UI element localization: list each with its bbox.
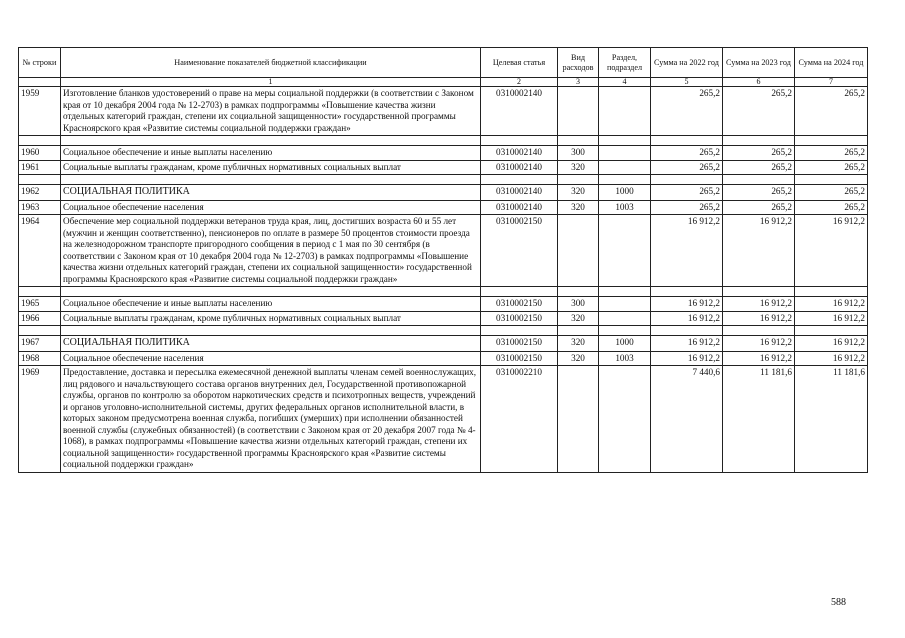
sum-2024-cell: 265,2 (795, 185, 868, 201)
header-sum-2024: Сумма на 2024 год (795, 48, 868, 78)
sum-2024-cell: 265,2 (795, 160, 868, 175)
table-row (19, 215, 868, 287)
sum-2023-cell: 16 912,2 (723, 215, 795, 287)
spacer-cell (599, 326, 651, 336)
target-article-cell: 0310002140 (481, 87, 558, 136)
table-row (19, 336, 868, 352)
column-number: 5 (651, 78, 723, 87)
target-article-cell: 0310002140 (481, 185, 558, 201)
target-article-cell: 0310002150 (481, 336, 558, 352)
spacer-cell (651, 136, 723, 146)
name-cell: Социальное обеспечение и иные выплаты населению (61, 297, 481, 312)
sum-2023-cell: 16 912,2 (723, 311, 795, 326)
name-cell: СОЦИАЛЬНАЯ ПОЛИТИКА (61, 336, 481, 352)
sum-2024-cell: 11 181,6 (795, 366, 868, 473)
name-cell: СОЦИАЛЬНАЯ ПОЛИТИКА (61, 185, 481, 201)
spacer-cell (19, 136, 61, 146)
spacer-cell (651, 287, 723, 297)
expense-type-cell (558, 87, 599, 136)
spacer-row (19, 287, 868, 297)
header-expense-type: Вид расходов (558, 48, 599, 78)
page-number: 588 (831, 597, 846, 608)
header-row-no: № строки (19, 48, 61, 78)
row-number-cell: 1964 (19, 215, 61, 287)
spacer-cell (723, 287, 795, 297)
expense-type-cell (558, 215, 599, 287)
column-number-row (19, 78, 868, 87)
column-number: 4 (599, 78, 651, 87)
spacer-cell (19, 287, 61, 297)
header-target-article: Целевая статья (481, 48, 558, 78)
name-cell: Обеспечение мер социальной поддержки ветеранов труда края, лиц, достигших возраста 60 и 55 лет (мужчин и женщин соответственно), пенсионеров по оплате в размере 50 процентов стоимости проезда на железнодорожном транспорте пригородного сообщения в период с 1 мая по 30 сентября (в соответствии с Законом края от 10 декабря 2004 года № 12-2703) в рамках подпрограммы «Повышение качества жизни отдельных категорий граждан, степени их социальной защищенности» государственной программы Красноярского края «Развитие системы социальной поддержки граждан» (61, 215, 481, 287)
spacer-cell (558, 175, 599, 185)
row-number-cell: 1967 (19, 336, 61, 352)
sum-2022-cell: 16 912,2 (651, 215, 723, 287)
table-row (19, 160, 868, 175)
spacer-cell (558, 287, 599, 297)
row-number-cell: 1963 (19, 200, 61, 215)
spacer-cell (723, 175, 795, 185)
table-row (19, 200, 868, 215)
row-number-cell: 1969 (19, 366, 61, 473)
expense-type-cell (558, 366, 599, 473)
sum-2022-cell: 265,2 (651, 160, 723, 175)
sum-2024-cell: 265,2 (795, 87, 868, 136)
spacer-cell (61, 175, 481, 185)
sum-2022-cell: 16 912,2 (651, 336, 723, 352)
section-cell (599, 297, 651, 312)
section-cell: 1000 (599, 185, 651, 201)
target-article-cell: 0310002150 (481, 215, 558, 287)
spacer-cell (61, 326, 481, 336)
target-article-cell: 0310002210 (481, 366, 558, 473)
section-cell (599, 366, 651, 473)
header-sum-2022: Сумма на 2022 год (651, 48, 723, 78)
header-name: Наименование показателей бюджетной классификации (61, 48, 481, 78)
sum-2022-cell: 265,2 (651, 185, 723, 201)
sum-2023-cell: 265,2 (723, 200, 795, 215)
sum-2023-cell: 265,2 (723, 160, 795, 175)
spacer-row (19, 136, 868, 146)
table-row (19, 351, 868, 366)
section-cell (599, 87, 651, 136)
spacer-cell (19, 175, 61, 185)
sum-2023-cell: 16 912,2 (723, 351, 795, 366)
section-cell: 1000 (599, 336, 651, 352)
section-cell (599, 311, 651, 326)
name-cell: Социальное обеспечение населения (61, 351, 481, 366)
section-cell (599, 160, 651, 175)
sum-2023-cell: 11 181,6 (723, 366, 795, 473)
row-number-cell: 1961 (19, 160, 61, 175)
table-row (19, 366, 868, 473)
table-row (19, 297, 868, 312)
name-cell: Социальные выплаты гражданам, кроме публичных нормативных социальных выплат (61, 160, 481, 175)
header-row (19, 48, 868, 78)
spacer-cell (795, 136, 868, 146)
sum-2023-cell: 265,2 (723, 87, 795, 136)
sum-2022-cell: 16 912,2 (651, 311, 723, 326)
spacer-cell (599, 136, 651, 146)
name-cell: Изготовление бланков удостоверений о праве на меры социальной поддержки (в соответствии с Законом края от 10 декабря 2004 года № 12-2703) в рамках подпрограммы «Повышение качества жизни отдельных категорий граждан, степени их социальной защищенности» государственной программы Красноярского края «Развитие системы социальной поддержки граждан» (61, 87, 481, 136)
spacer-cell (481, 136, 558, 146)
spacer-cell (795, 287, 868, 297)
expense-type-cell: 320 (558, 311, 599, 326)
name-cell: Социальные выплаты гражданам, кроме публичных нормативных социальных выплат (61, 311, 481, 326)
table-row (19, 146, 868, 161)
column-number: 7 (795, 78, 868, 87)
budget-table (18, 47, 868, 473)
target-article-cell: 0310002150 (481, 311, 558, 326)
sum-2024-cell: 16 912,2 (795, 297, 868, 312)
column-number: 2 (481, 78, 558, 87)
table-body (19, 87, 868, 473)
spacer-cell (723, 326, 795, 336)
expense-type-cell: 320 (558, 200, 599, 215)
target-article-cell: 0310002140 (481, 200, 558, 215)
row-number-cell: 1966 (19, 311, 61, 326)
sum-2024-cell: 16 912,2 (795, 351, 868, 366)
sum-2022-cell: 7 440,6 (651, 366, 723, 473)
expense-type-cell: 300 (558, 297, 599, 312)
header-section: Раздел, подраздел (599, 48, 651, 78)
expense-type-cell: 300 (558, 146, 599, 161)
sum-2023-cell: 16 912,2 (723, 297, 795, 312)
column-number: 1 (61, 78, 481, 87)
header-sum-2023: Сумма на 2023 год (723, 48, 795, 78)
sum-2024-cell: 16 912,2 (795, 336, 868, 352)
spacer-cell (723, 136, 795, 146)
target-article-cell: 0310002140 (481, 160, 558, 175)
sum-2022-cell: 16 912,2 (651, 351, 723, 366)
section-cell: 1003 (599, 200, 651, 215)
spacer-cell (61, 287, 481, 297)
spacer-cell (481, 287, 558, 297)
column-number: 3 (558, 78, 599, 87)
name-cell: Социальное обеспечение населения (61, 200, 481, 215)
sum-2024-cell: 16 912,2 (795, 215, 868, 287)
sum-2024-cell: 265,2 (795, 146, 868, 161)
target-article-cell: 0310002140 (481, 146, 558, 161)
spacer-cell (558, 136, 599, 146)
name-cell: Социальное обеспечение и иные выплаты населению (61, 146, 481, 161)
sum-2022-cell: 265,2 (651, 200, 723, 215)
sum-2023-cell: 16 912,2 (723, 336, 795, 352)
sum-2024-cell: 265,2 (795, 200, 868, 215)
column-number (19, 78, 61, 87)
expense-type-cell: 320 (558, 351, 599, 366)
spacer-cell (651, 326, 723, 336)
row-number-cell: 1965 (19, 297, 61, 312)
sum-2024-cell: 16 912,2 (795, 311, 868, 326)
column-number: 6 (723, 78, 795, 87)
expense-type-cell: 320 (558, 336, 599, 352)
sum-2022-cell: 265,2 (651, 146, 723, 161)
expense-type-cell: 320 (558, 160, 599, 175)
sum-2023-cell: 265,2 (723, 146, 795, 161)
name-cell: Предоставление, доставка и пересылка ежемесячной денежной выплаты членам семей военнослужащих, лиц рядового и начальствующего состава органов внутренних дел, Государственной противопожарной службы, органов по контролю за оборотом наркотических средств и психотропных веществ, учреждений и органов уголовно-исполнительной системы, других федеральных органов исполнительной власти, в которых законом предусмотрена военная служба, погибших (умерших) при исполнении обязанностей военной службы (служебных обязанностей) (в соответствии с Законом края от 20 декабря 2007 года № 4-1068), в рамках подпрограммы «Повышение качества жизни отдельных категорий граждан, степени их социальной защищенности» государственной программы Красноярского края «Развитие системы социальной поддержки граждан» (61, 366, 481, 473)
row-number-cell: 1962 (19, 185, 61, 201)
sum-2022-cell: 265,2 (651, 87, 723, 136)
sum-2022-cell: 16 912,2 (651, 297, 723, 312)
spacer-cell (558, 326, 599, 336)
row-number-cell: 1968 (19, 351, 61, 366)
spacer-cell (61, 136, 481, 146)
spacer-cell (481, 175, 558, 185)
section-cell (599, 146, 651, 161)
spacer-row (19, 326, 868, 336)
spacer-row (19, 175, 868, 185)
sum-2023-cell: 265,2 (723, 185, 795, 201)
section-cell (599, 215, 651, 287)
table-row (19, 311, 868, 326)
expense-type-cell: 320 (558, 185, 599, 201)
target-article-cell: 0310002150 (481, 351, 558, 366)
table-row (19, 185, 868, 201)
table-row (19, 87, 868, 136)
row-number-cell: 1960 (19, 146, 61, 161)
spacer-cell (481, 326, 558, 336)
section-cell: 1003 (599, 351, 651, 366)
spacer-cell (651, 175, 723, 185)
row-number-cell: 1959 (19, 87, 61, 136)
spacer-cell (795, 326, 868, 336)
spacer-cell (599, 287, 651, 297)
spacer-cell (19, 326, 61, 336)
spacer-cell (795, 175, 868, 185)
target-article-cell: 0310002150 (481, 297, 558, 312)
spacer-cell (599, 175, 651, 185)
